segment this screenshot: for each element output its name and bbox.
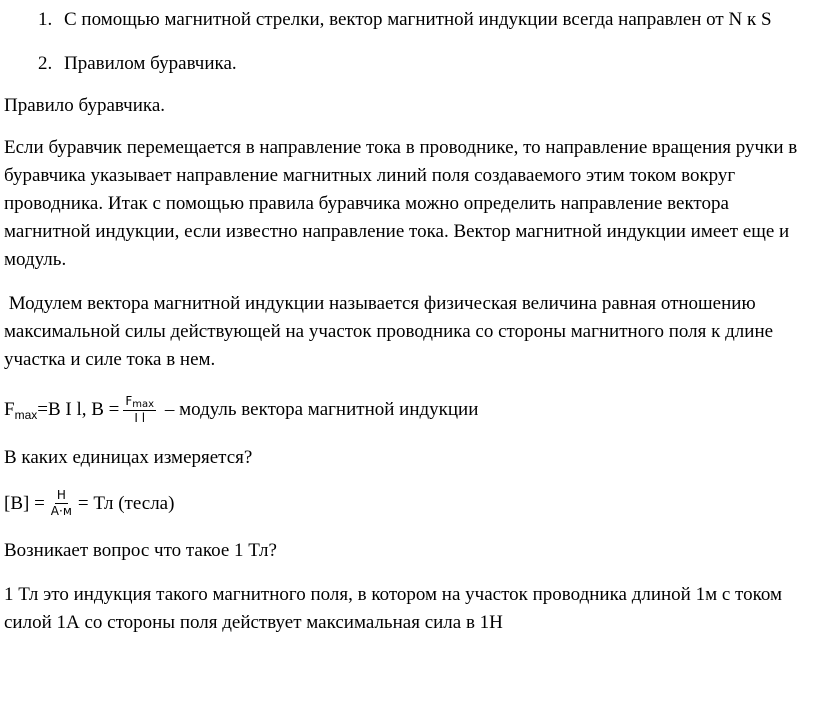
modulus-paragraph: Модулем вектора магнитной индукции называется физическая величина равная отношению максимальной силы действующей на участок проводника со стороны магнитного поля к длине участка и силе тока в нем.	[4, 293, 778, 370]
units-lhs: [B] =	[4, 492, 45, 514]
list-item-number: 2.	[38, 53, 53, 74]
fraction-denominator: I l	[134, 411, 146, 425]
units-line	[4, 488, 810, 519]
units-numerator: Н	[56, 488, 66, 502]
tesla-definition: 1 Тл это индукция такого магнитного поля, в котором на участок проводника длиной 1м с током силой 1А со стороны поля действует максимальная сила в 1Н	[4, 584, 783, 633]
fraction-numerator	[123, 394, 156, 411]
units-rhs: = Тл (тесла)	[77, 492, 175, 514]
list-item-text: Правилом буравчика.	[64, 53, 237, 74]
document-page	[0, 6, 816, 704]
formula-line	[4, 394, 810, 426]
rule-title: Правило буравчика.	[4, 95, 165, 116]
tesla-question: Возникает вопрос что такое 1 Тл?	[4, 540, 277, 561]
list-item-number: 1.	[38, 9, 53, 30]
numbered-list	[4, 6, 810, 78]
numerator-symbol: F	[125, 394, 133, 408]
list-item	[4, 50, 810, 78]
numerator-subscript: max	[132, 399, 155, 410]
units-fraction	[49, 488, 74, 519]
formula-fraction	[123, 394, 156, 426]
list-item	[4, 6, 810, 34]
force-subscript: max	[14, 408, 38, 422]
units-question: В каких единицах измеряется?	[4, 447, 253, 468]
list-item-text: С помощью магнитной стрелки, вектор магнитной индукции всегда направлен от N к S	[64, 9, 772, 30]
formula-description: – модуль вектора магнитной индукции	[160, 399, 479, 420]
rule-paragraph: Если буравчик перемещается в направление тока в проводнике, то направление вращения ручки в буравчика указывает направление магнитных линий поля создаваемого этим током вокруг проводника. Итак с помощью правила буравчика можно определить направление вектора магнитной индукции, если известно направление тока. Вектор магнитной индукции имеет еще и модуль.	[4, 137, 798, 270]
force-symbol: F	[4, 399, 15, 420]
units-denominator: А·м	[50, 504, 72, 518]
formula-equation: =B I l, B =	[37, 399, 120, 420]
